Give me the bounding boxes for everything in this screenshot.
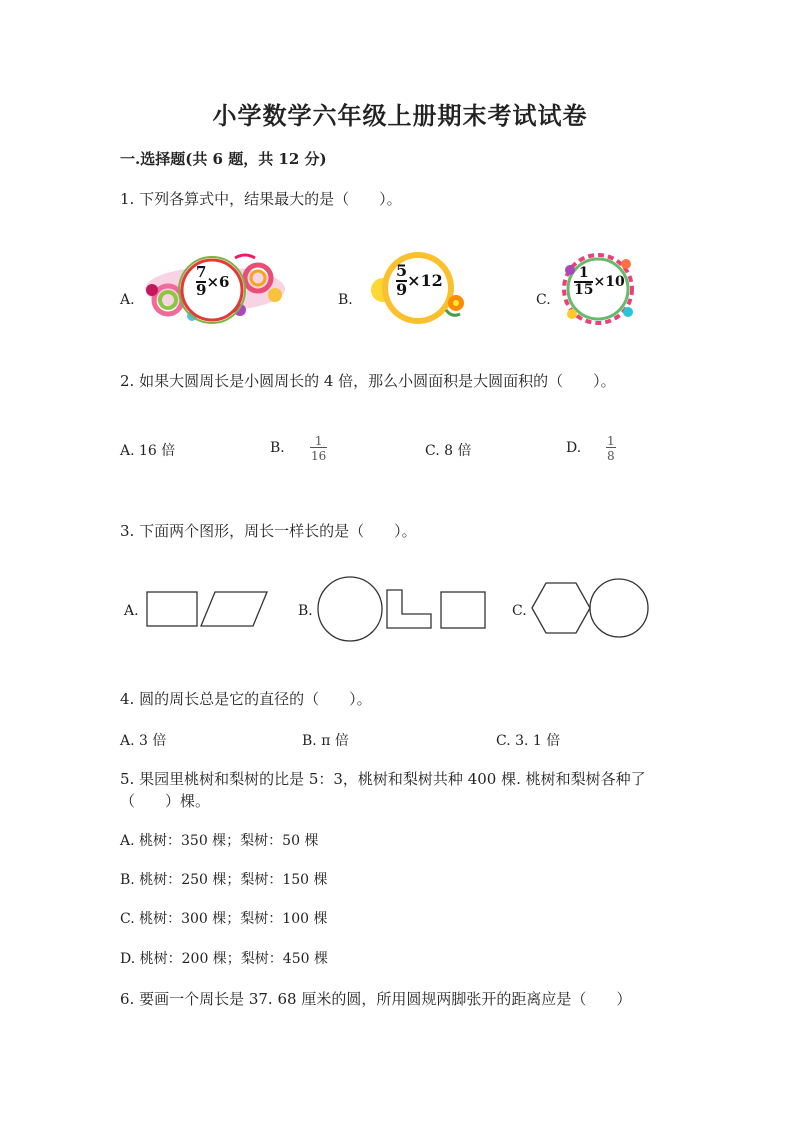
q1-option-a-image [140,250,290,328]
hexagon-shape [532,583,590,633]
q5-option-a: A. 桃树：350 棵；梨树：50 棵 [120,833,319,849]
q1-a-denominator: 9 [196,280,207,299]
question-5-text-line2: （ ）棵。 [120,792,211,810]
q2-d-denominator: 8 [607,449,615,463]
q1-option-a-label: A. [120,292,135,308]
q2-option-a: A. 16 倍 [120,443,176,459]
q2-d-numerator: 1 [607,434,615,448]
q1-c-numerator: 1 [578,265,589,281]
q5-option-b: B. 桃树：250 棵；梨树：150 棵 [120,872,328,888]
q1-b-numerator: 5 [396,261,408,280]
rectangle-shape [441,592,485,628]
q3-option-b-shapes [315,576,490,642]
question-5-text-line1: 5. 果园里桃树和梨树的比是 5：3，桃树和梨树共种 400 棵. 桃树和梨树各种了 [120,770,646,788]
l-shape [387,590,431,628]
q2-option-b-label: B. [270,440,285,456]
question-1-text: 1. 下列各算式中，结果最大的是（ ）。 [120,190,402,208]
q1-c-denominator: 15 [574,281,594,298]
q1-option-c-label: C. [536,292,551,308]
question-4-text: 4. 圆的周长总是它的直径的（ ）。 [120,690,372,708]
q5-option-c: C. 桃树：300 棵；梨树：100 棵 [120,911,328,927]
q1-c-multiplier: ×10 [593,273,625,290]
q1-option-b-image [368,248,468,328]
q3-option-c-label: C. [512,603,527,619]
q2-b-numerator: 1 [314,434,323,448]
q2-option-b-fraction [310,435,327,462]
parallelogram-shape [201,592,267,626]
q3-option-a-label: A. [124,603,139,619]
square-shape [147,592,197,626]
q5-option-d: D. 桃树：200 棵；梨树：450 棵 [120,951,328,967]
section-heading: 一.选择题(共 6 题，共 12 分) [120,150,327,168]
q3-option-b-label: B. [298,603,313,619]
q4-option-c: C. 3. 1 倍 [496,733,561,749]
circle-shape [590,579,648,637]
question-6-text: 6. 要画一个周长是 37. 68 厘米的圆，所用圆规两脚张开的距离应是（ ） [120,990,632,1008]
page-title: 小学数学六年级上册期末考试试卷 [212,101,588,130]
q1-b-multiplier: ×12 [407,271,443,291]
question-3-text: 3. 下面两个图形，周长一样长的是（ ）。 [120,522,417,540]
q4-option-b: B. π 倍 [302,733,349,749]
q1-a-multiplier: ×6 [206,272,230,291]
q1-option-c-image [560,250,640,328]
question-2-text: 2. 如果大圆周长是小圆周长的 4 倍，那么小圆面积是大圆面积的（ ）。 [120,372,616,390]
q2-option-d-fraction [606,435,616,462]
q3-option-a-shapes [145,588,270,630]
q2-option-d-label: D. [566,440,582,456]
circle-shape [318,577,382,641]
q2-b-denominator: 16 [311,449,327,463]
q3-option-c-shapes [530,578,652,640]
q1-option-b-label: B. [338,292,353,308]
q1-a-numerator: 7 [196,263,207,281]
q2-option-c: C. 8 倍 [425,443,472,459]
q4-option-a: A. 3 倍 [120,733,167,749]
q1-b-denominator: 9 [396,279,408,299]
